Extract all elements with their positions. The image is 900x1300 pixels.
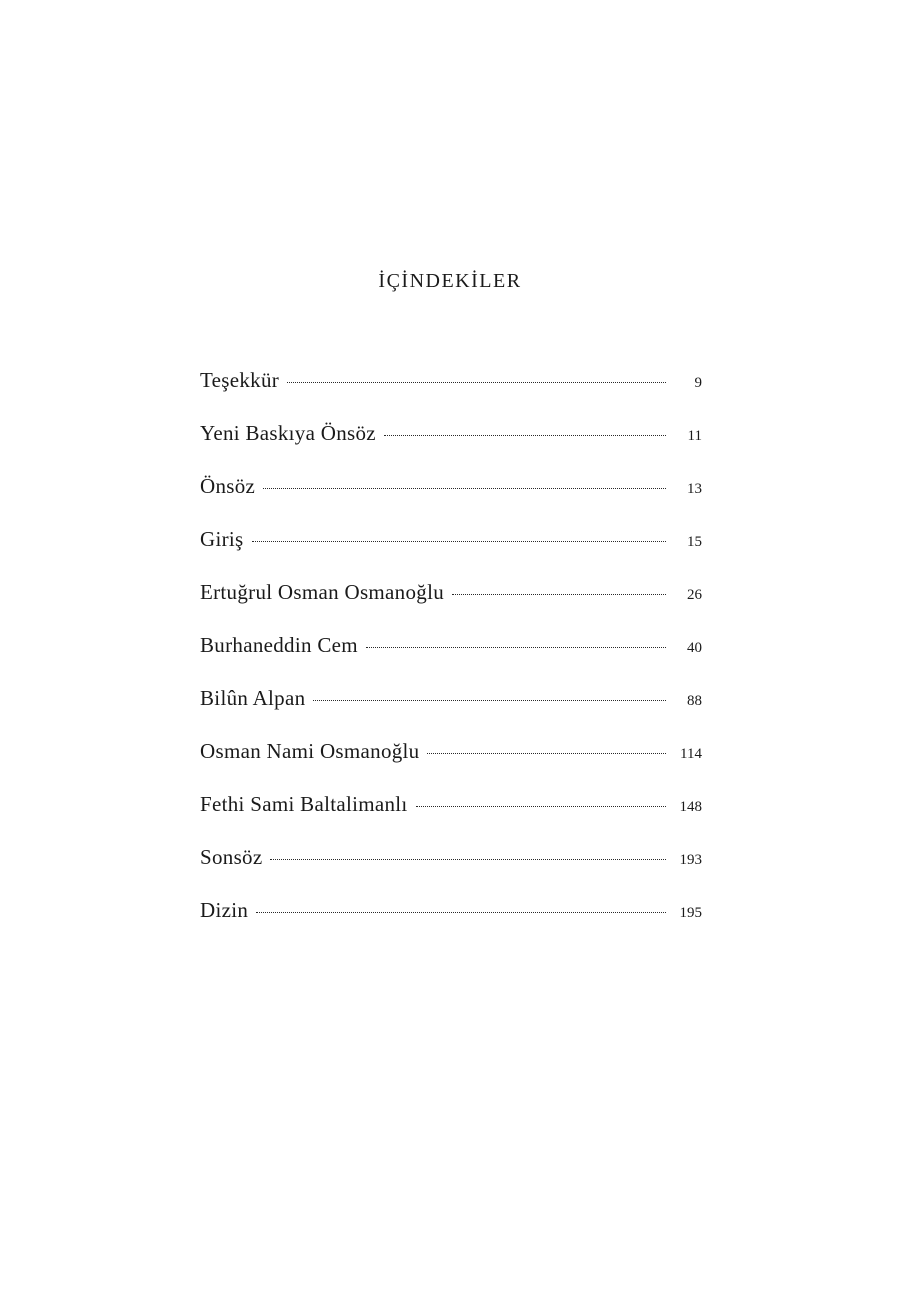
toc-entry-page: 148 <box>679 799 702 815</box>
toc-entry[interactable] <box>200 474 702 527</box>
dot-leader <box>366 646 666 648</box>
table-of-contents <box>200 368 702 951</box>
dot-leader <box>256 911 666 913</box>
dot-leader <box>427 752 666 754</box>
dot-leader <box>452 593 666 595</box>
toc-entry-page: 88 <box>687 693 702 709</box>
toc-entry-page: 40 <box>687 640 702 656</box>
toc-entry-page: 15 <box>687 534 702 550</box>
toc-entry-page: 26 <box>687 587 702 603</box>
toc-entry-page: 13 <box>687 481 702 497</box>
toc-entry-title: Fethi Sami Baltalimanlı <box>200 792 408 816</box>
toc-entry[interactable] <box>200 898 702 951</box>
toc-entry-title: Önsöz <box>200 474 256 498</box>
toc-entry-title: Teşekkür <box>200 368 280 392</box>
toc-entry[interactable] <box>200 580 702 633</box>
dot-leader <box>384 434 666 436</box>
toc-entry[interactable] <box>200 845 702 898</box>
page-title: İÇİNDEKİLER <box>378 270 522 292</box>
toc-entry[interactable] <box>200 368 702 421</box>
toc-entry-page: 193 <box>679 852 702 868</box>
dot-leader <box>252 540 667 542</box>
toc-entry[interactable] <box>200 633 702 686</box>
toc-entry-page: 9 <box>694 375 702 391</box>
toc-entry-title: Ertuğrul Osman Osmanoğlu <box>200 580 445 604</box>
toc-entry-title: Sonsöz <box>200 845 263 869</box>
toc-entry-title: Burhaneddin Cem <box>200 633 358 657</box>
toc-entry[interactable] <box>200 686 702 739</box>
toc-entry[interactable] <box>200 792 702 845</box>
toc-entry-page: 11 <box>687 428 702 444</box>
toc-entry[interactable] <box>200 739 702 792</box>
toc-entry-title: Bilûn Alpan <box>200 686 306 710</box>
toc-entry[interactable] <box>200 527 702 580</box>
toc-entry-title: Yeni Baskıya Önsöz <box>200 421 376 445</box>
dot-leader <box>270 858 666 860</box>
dot-leader <box>313 699 666 701</box>
toc-entry-page: 114 <box>680 746 702 762</box>
dot-leader <box>416 805 666 807</box>
dot-leader <box>287 381 666 383</box>
toc-entry-title: Giriş <box>200 527 244 551</box>
toc-entry-page: 195 <box>679 905 702 921</box>
toc-entry-title: Osman Nami Osmanoğlu <box>200 739 420 763</box>
toc-entry-title: Dizin <box>200 898 249 922</box>
toc-entry[interactable] <box>200 421 702 474</box>
dot-leader <box>263 487 666 489</box>
